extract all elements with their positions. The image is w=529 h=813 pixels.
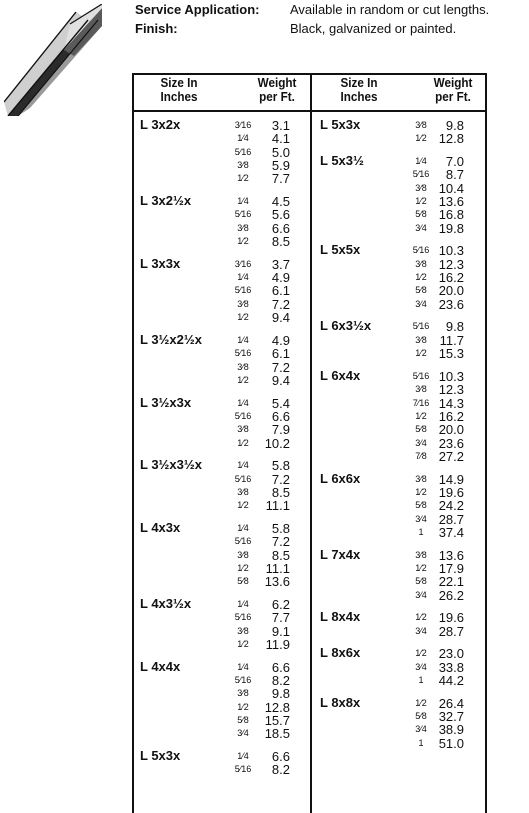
thickness-value: 5⁄16 <box>412 245 430 256</box>
weight-header-right <box>425 76 481 104</box>
finish-row <box>135 19 527 38</box>
weight-value: 6.6 <box>271 749 290 765</box>
table-header-rule <box>132 110 487 112</box>
size-label: L 4x3x <box>140 519 181 535</box>
weight-value: 17.9 <box>438 560 464 576</box>
weight-value: 6.1 <box>271 346 290 362</box>
thickness-value: 3⁄8 <box>415 334 427 345</box>
size-label: L 5x3x <box>140 748 181 764</box>
weight-value: 7.2 <box>271 296 290 312</box>
weight-value: 8.7 <box>445 167 464 183</box>
thickness-value: 5⁄16 <box>412 370 430 381</box>
thickness-value: 5⁄16 <box>234 285 252 296</box>
weight-value: 20.0 <box>438 283 464 299</box>
weight-value: 8.2 <box>271 762 290 778</box>
weight-value: 6.2 <box>271 596 290 612</box>
thickness-value: 1⁄2 <box>415 612 427 623</box>
thickness-value: 1⁄2 <box>237 437 249 448</box>
size-label: L 3½x2½x <box>140 331 202 347</box>
size-header-left-line1: Size In <box>160 75 198 90</box>
weight-header-right-line1: Weight <box>433 75 473 90</box>
thickness-value: 5⁄8 <box>415 576 427 587</box>
weight-value: 16.2 <box>438 408 464 424</box>
thickness-value: 3⁄4 <box>415 437 427 448</box>
weight-value: 16.8 <box>438 207 464 223</box>
thickness-value: 5⁄16 <box>234 410 252 421</box>
weight-value: 5.4 <box>271 395 290 411</box>
weight-value: 15.7 <box>264 713 290 729</box>
weight-value: 5.9 <box>271 158 290 174</box>
thickness-value: 3⁄8 <box>237 222 249 233</box>
thickness-value: 3⁄8 <box>237 486 249 497</box>
weight-value: 7.2 <box>271 534 290 550</box>
angle-size-table <box>132 73 488 813</box>
weight-value: 19.6 <box>438 484 464 500</box>
thickness-value: 1⁄2 <box>415 133 427 144</box>
thickness-value: 1⁄2 <box>415 196 427 207</box>
weight-value: 5.8 <box>271 520 290 536</box>
thickness-value: 3⁄4 <box>237 728 249 739</box>
weight-value: 11.1 <box>265 560 290 576</box>
weight-value: 20.0 <box>438 422 464 438</box>
thickness-value: 1⁄2 <box>237 312 249 323</box>
thickness-value: 5⁄16 <box>234 209 252 220</box>
weight-value: 28.7 <box>438 623 464 639</box>
thickness-value: 1⁄2 <box>237 701 249 712</box>
thickness-value: 1⁄2 <box>415 486 427 497</box>
thickness-value: 1⁄4 <box>237 272 249 283</box>
angle-iron-illustration <box>4 4 102 116</box>
weight-value: 9.8 <box>271 686 290 702</box>
thickness-value: 5⁄16 <box>234 764 252 775</box>
size-label: L 3x2½x <box>140 193 192 209</box>
thickness-value: 5⁄16 <box>412 169 430 180</box>
size-label: L 3x3x <box>140 255 181 271</box>
thickness-value: 7⁄16 <box>412 397 430 408</box>
thickness-value: 5⁄16 <box>412 321 430 332</box>
weight-value: 33.8 <box>438 659 464 675</box>
thickness-value: 5⁄8 <box>415 285 427 296</box>
weight-value: 6.6 <box>271 408 290 424</box>
weight-value: 23.0 <box>438 646 464 662</box>
weight-value: 12.8 <box>264 699 290 715</box>
weight-value: 3.1 <box>271 118 290 133</box>
thickness-value: 3⁄4 <box>415 513 427 524</box>
weight-value: 8.2 <box>271 673 290 688</box>
size-label: L 3½x3½x <box>140 457 202 473</box>
thickness-value: 1⁄2 <box>237 374 249 385</box>
thickness-value: 3⁄4 <box>415 298 427 309</box>
spec-rows <box>135 0 527 38</box>
weight-value: 5.0 <box>271 144 290 160</box>
thickness-value: 1⁄4 <box>415 156 427 166</box>
weight-value: 14.3 <box>438 395 464 411</box>
size-label: L 8x8x <box>320 694 361 710</box>
thickness-value: 1⁄2 <box>415 697 427 708</box>
weight-value: 10.4 <box>438 180 464 196</box>
thickness-value: 7⁄8 <box>415 450 427 461</box>
weight-value: 7.7 <box>271 171 290 187</box>
size-label: L 5x3½ <box>320 153 364 168</box>
thickness-value: 1⁄4 <box>237 522 249 533</box>
size-label: L 4x4x <box>140 658 181 674</box>
weight-value: 24.2 <box>438 498 464 514</box>
thickness-value: 3⁄4 <box>415 724 427 735</box>
weight-value: 10.2 <box>264 435 290 451</box>
size-label: L 5x3x <box>320 117 361 132</box>
thickness-value: 1⁄4 <box>237 460 249 471</box>
weight-value: 13.6 <box>438 194 464 210</box>
thickness-value: 3⁄8 <box>415 384 427 395</box>
weight-value: 11.1 <box>265 498 290 514</box>
table-left-rule <box>132 73 134 813</box>
weight-value: 14.9 <box>438 471 464 487</box>
weight-value: 10.3 <box>438 368 464 384</box>
thickness-value: 1⁄2 <box>415 272 427 283</box>
size-label: L 5x5x <box>320 242 361 258</box>
size-header-left <box>149 76 208 104</box>
size-label: L 8x4x <box>320 609 361 625</box>
thickness-value: 3⁄8 <box>237 424 249 435</box>
thickness-value: 3⁄8 <box>415 473 427 484</box>
size-header-left-line2: Inches <box>160 89 198 104</box>
weight-value: 10.3 <box>438 243 464 259</box>
finish-label: Finish: <box>135 21 178 36</box>
size-label: L 8x6x <box>320 645 361 661</box>
weight-value: 11.9 <box>265 637 290 652</box>
weight-value: 19.8 <box>438 220 464 236</box>
weight-value: 8.5 <box>271 234 290 250</box>
weight-value: 3.7 <box>271 256 290 272</box>
thickness-value: 1 <box>418 737 424 748</box>
size-label: L 3x2x <box>140 117 181 132</box>
thickness-value: 3⁄8 <box>237 688 249 699</box>
thickness-value: 3⁄8 <box>237 549 249 560</box>
weight-value: 8.5 <box>271 484 290 500</box>
weight-value: 44.2 <box>438 673 464 688</box>
thickness-value: 3⁄8 <box>237 160 249 171</box>
thickness-value: 1⁄2 <box>237 500 249 511</box>
weight-value: 28.7 <box>438 511 464 527</box>
thickness-value: 5⁄16 <box>234 473 252 484</box>
weight-value: 6.6 <box>271 220 290 236</box>
weight-value: 22.1 <box>438 574 464 590</box>
weight-value: 6.6 <box>271 659 290 675</box>
size-label: L 7x4x <box>320 546 361 562</box>
weight-value: 4.9 <box>271 332 290 348</box>
thickness-value: 3⁄8 <box>415 549 427 560</box>
thickness-value: 5⁄8 <box>415 500 427 511</box>
weight-header-left-line1: Weight <box>257 75 297 90</box>
weight-value: 51.0 <box>438 735 464 751</box>
thickness-value: 1⁄4 <box>237 334 249 345</box>
weight-value: 16.2 <box>438 270 464 286</box>
weight-value: 5.8 <box>271 458 290 474</box>
weight-value: 9.1 <box>271 623 290 639</box>
thickness-value: 5⁄16 <box>234 612 252 623</box>
weight-value: 9.8 <box>445 118 464 133</box>
weight-value: 4.1 <box>271 131 290 147</box>
thickness-value: 1⁄2 <box>237 562 249 573</box>
thickness-value: 5⁄8 <box>415 209 427 220</box>
service-application-value: Available in random or cut lengths. <box>290 2 490 17</box>
thickness-value: 1 <box>418 675 424 685</box>
weight-value: 38.9 <box>438 722 464 738</box>
thickness-value: 3⁄16 <box>234 258 252 269</box>
thickness-value: 1⁄4 <box>237 661 249 672</box>
thickness-value: 3⁄8 <box>415 258 427 269</box>
weight-value: 9.4 <box>271 310 290 326</box>
thickness-value: 1⁄4 <box>237 397 249 408</box>
thickness-value: 1⁄2 <box>237 236 249 247</box>
weight-value: 23.6 <box>438 296 464 312</box>
size-label: L 3½x3x <box>140 394 192 410</box>
size-header-right <box>329 76 388 104</box>
thickness-value: 5⁄8 <box>237 576 249 587</box>
weight-value: 4.5 <box>271 194 290 210</box>
weight-header-left <box>249 76 305 104</box>
weight-value: 6.1 <box>271 283 290 299</box>
thickness-value: 3⁄4 <box>415 625 427 636</box>
weight-value: 27.2 <box>438 448 464 464</box>
weight-value: 26.2 <box>438 587 464 603</box>
table-right-rule <box>485 73 487 813</box>
weight-value: 4.9 <box>271 270 290 286</box>
weight-header-right-line2: per Ft. <box>435 89 471 104</box>
thickness-value: 3⁄8 <box>237 361 249 372</box>
thickness-value: 5⁄16 <box>234 536 252 547</box>
weight-value: 12.3 <box>438 382 464 398</box>
thickness-value: 5⁄8 <box>415 424 427 435</box>
weight-value: 37.4 <box>438 524 464 540</box>
weight-value: 26.4 <box>438 695 464 711</box>
thickness-value: 5⁄16 <box>234 348 252 359</box>
weight-value: 32.7 <box>438 709 464 724</box>
finish-value: Black, galvanized or painted. <box>290 21 457 36</box>
thickness-value: 3⁄4 <box>415 589 427 600</box>
thickness-value: 1⁄2 <box>237 639 249 649</box>
weight-value: 13.6 <box>438 547 464 563</box>
weight-value: 9.8 <box>445 319 464 335</box>
service-application-label: Service Application: <box>135 2 260 17</box>
weight-value: 23.6 <box>438 435 464 451</box>
thickness-value: 5⁄16 <box>234 675 252 685</box>
thickness-value: 1⁄4 <box>237 598 249 609</box>
weight-value: 5.6 <box>271 207 290 223</box>
weight-value: 7.7 <box>271 610 290 626</box>
thickness-value: 1⁄4 <box>237 751 249 762</box>
weight-value: 15.3 <box>438 346 464 362</box>
weight-value: 8.5 <box>271 547 290 563</box>
weight-value: 9.4 <box>271 372 290 388</box>
size-label: L 6x3½x <box>320 318 372 334</box>
size-label: L 4x3½x <box>140 595 192 611</box>
thickness-value: 3⁄8 <box>415 120 427 130</box>
weight-value: 19.6 <box>438 610 464 626</box>
weight-value: 7.2 <box>271 359 290 375</box>
thickness-value: 1⁄4 <box>237 196 249 207</box>
service-application-row <box>135 0 527 19</box>
thickness-value: 1⁄2 <box>415 410 427 421</box>
size-header-right-line2: Inches <box>340 89 378 104</box>
thickness-value: 1⁄2 <box>415 348 427 359</box>
thickness-value: 3⁄4 <box>415 222 427 233</box>
size-header-right-line1: Size In <box>340 75 378 90</box>
weight-value: 7.0 <box>445 154 464 169</box>
size-label: L 6x4x <box>320 367 361 383</box>
thickness-value: 3⁄4 <box>415 661 427 672</box>
weight-value: 18.5 <box>264 726 290 742</box>
thickness-value: 5⁄8 <box>415 711 427 721</box>
thickness-value: 3⁄16 <box>234 120 252 130</box>
thickness-value: 1⁄2 <box>415 648 427 659</box>
weight-value: 7.2 <box>271 471 290 487</box>
thickness-value: 5⁄16 <box>234 146 252 157</box>
thickness-value: 1⁄2 <box>415 562 427 573</box>
thickness-value: 3⁄8 <box>237 298 249 309</box>
weight-value: 12.8 <box>438 131 464 147</box>
thickness-value: 3⁄8 <box>415 182 427 193</box>
thickness-value: 1 <box>418 526 424 537</box>
weight-value: 12.3 <box>438 256 464 272</box>
thickness-value: 1⁄2 <box>237 173 249 184</box>
weight-value: 11.7 <box>439 332 464 348</box>
weight-header-left-line2: per Ft. <box>259 89 295 104</box>
thickness-value: 1⁄4 <box>237 133 249 144</box>
thickness-value: 5⁄8 <box>237 715 249 726</box>
weight-value: 13.6 <box>264 574 290 590</box>
weight-value: 7.9 <box>271 422 290 438</box>
size-label: L 6x6x <box>320 470 361 486</box>
table-middle-rule <box>310 73 312 813</box>
thickness-value: 3⁄8 <box>237 625 249 636</box>
